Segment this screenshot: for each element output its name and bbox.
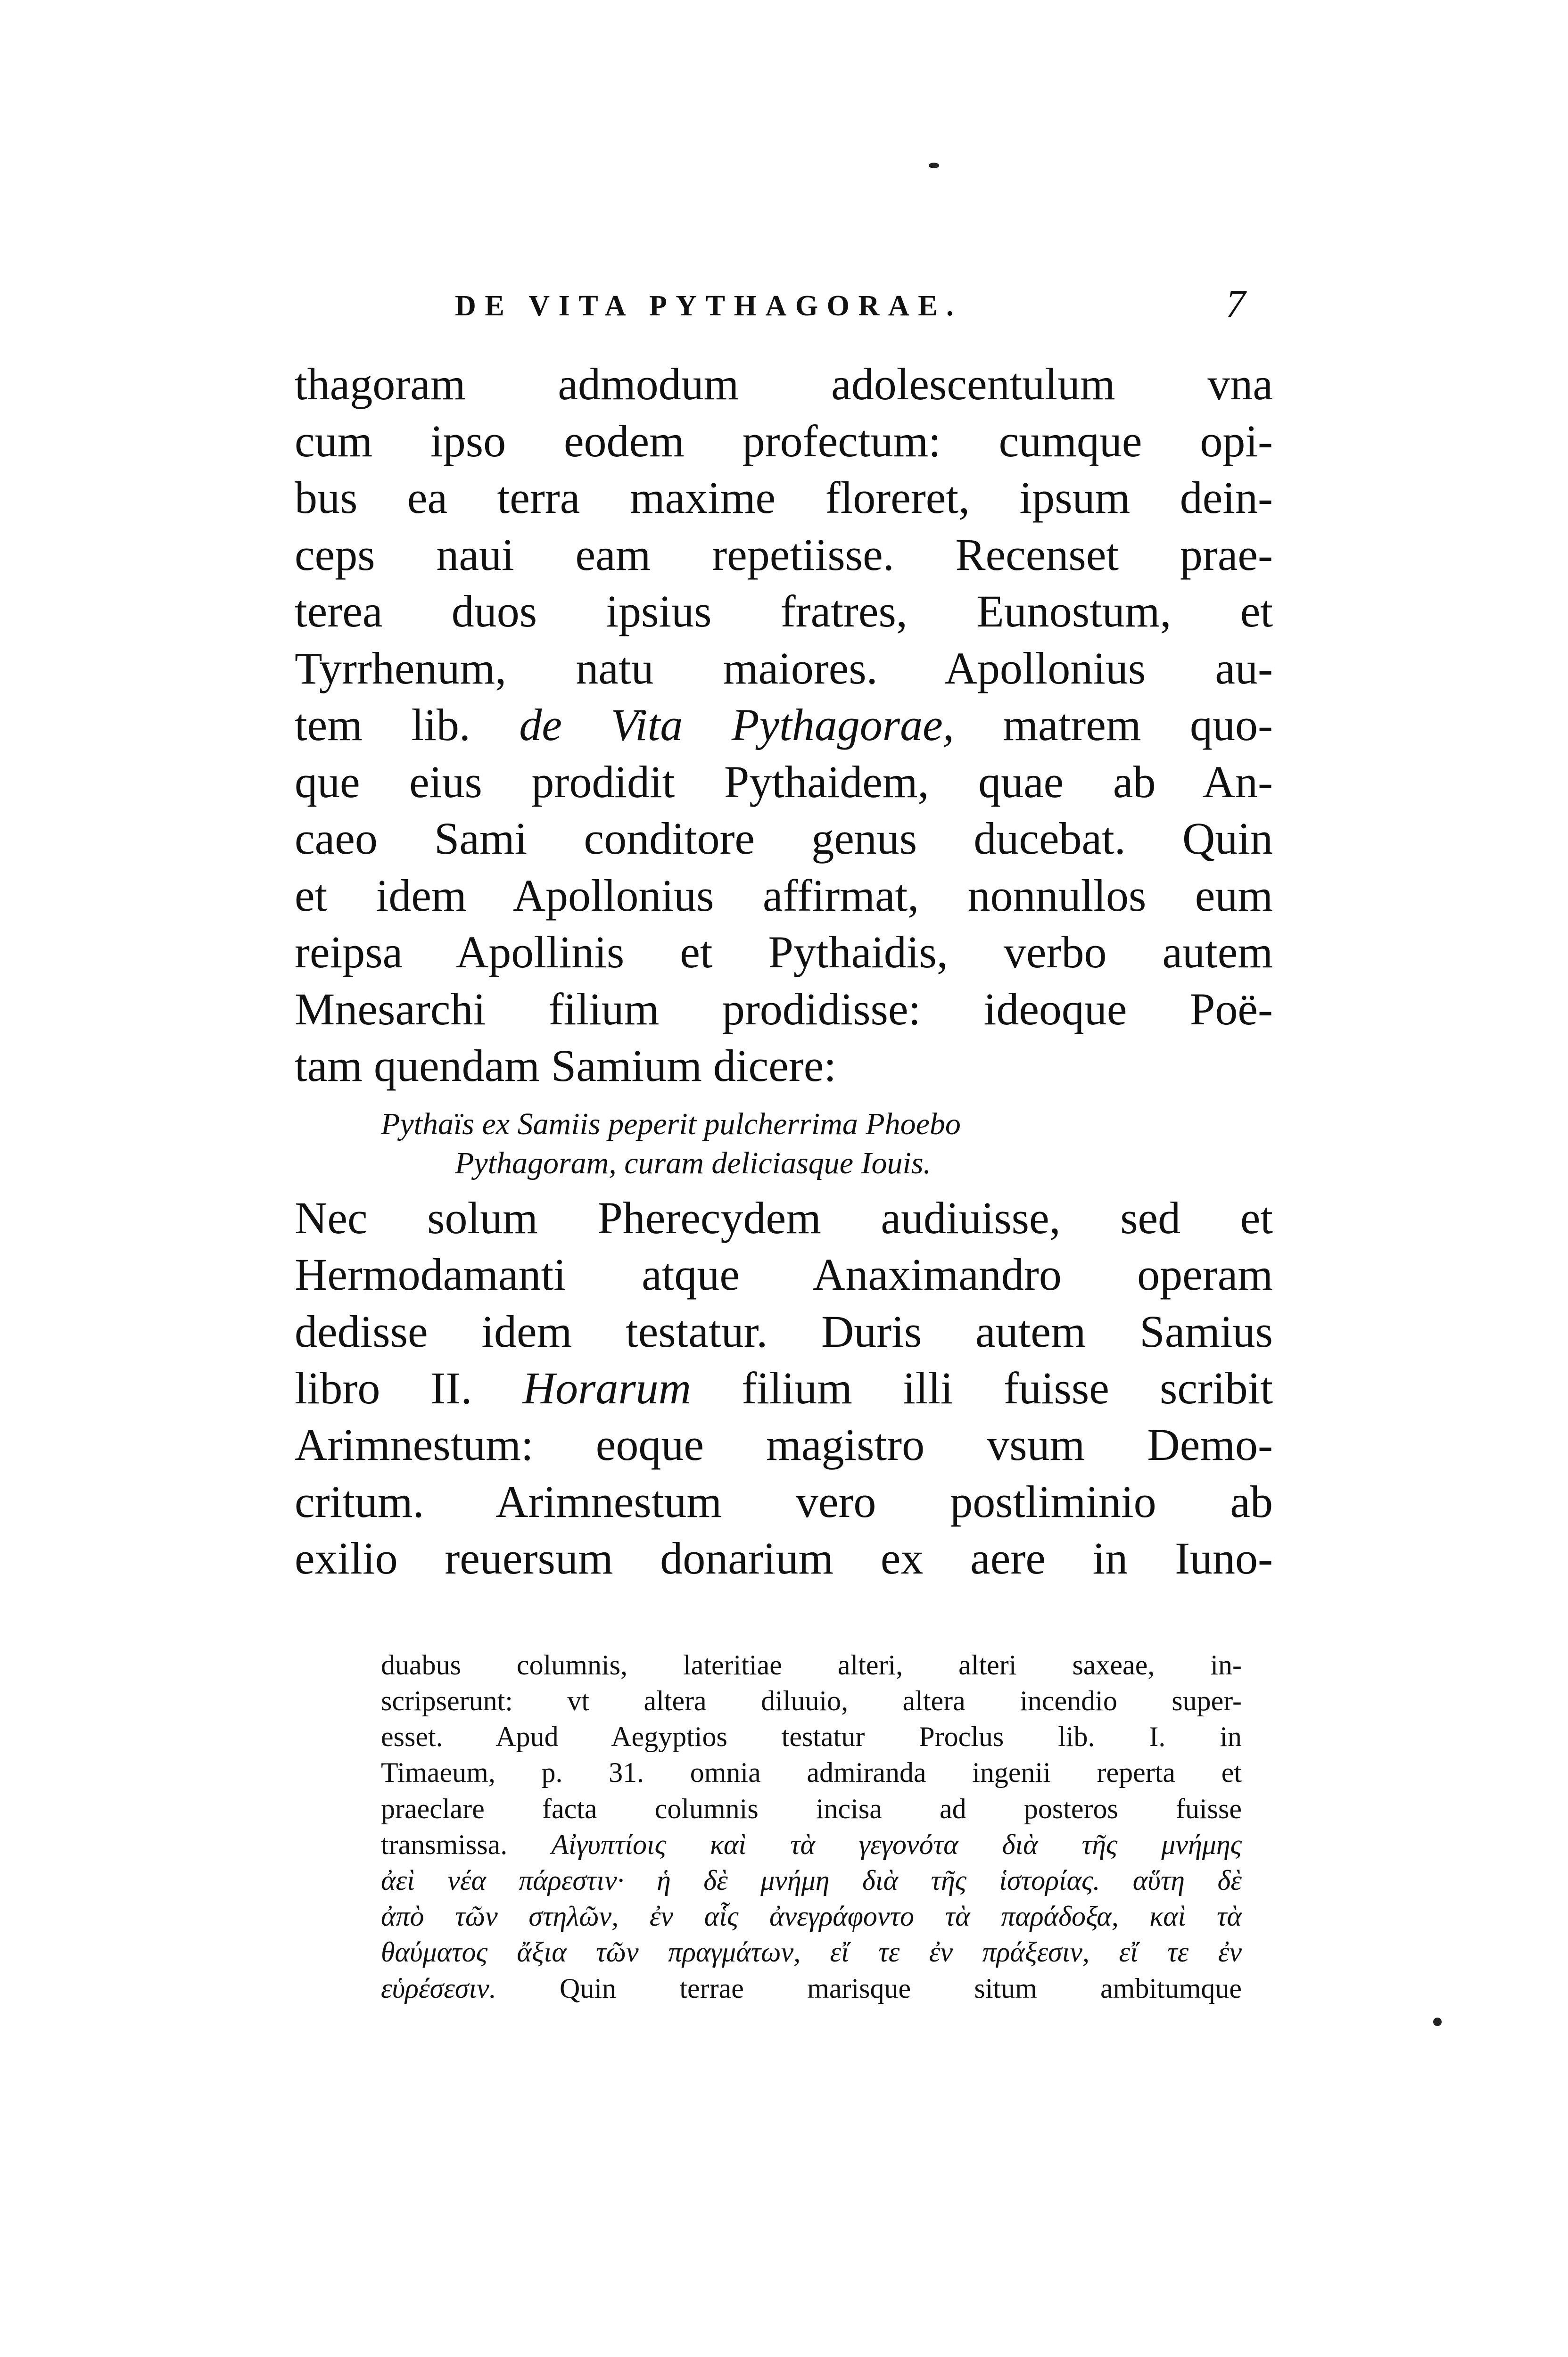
text-line: terea duos ipsius fratres, Eunostum, et bbox=[295, 586, 1273, 636]
text-line: dedisse idem testatur. Duris autem Samius bbox=[295, 1306, 1273, 1357]
running-title: DE VITA PYTHAGORAE. bbox=[455, 290, 963, 322]
footnote-line: duabus columnis, lateritiae alteri, alteri saxeae, in- bbox=[381, 1649, 1242, 1681]
page-number: 7 bbox=[1226, 282, 1246, 326]
verse-line: Pythagoram, curam deliciasque Iouis. bbox=[455, 1146, 932, 1180]
footnote-line bbox=[381, 1934, 1242, 1970]
footnote-line: esset. Apud Aegyptios testatur Proclus lib. I. in bbox=[381, 1721, 1242, 1752]
footnote-line: praeclare facta columnis incisa ad posteros fuisse bbox=[381, 1793, 1242, 1824]
text-roman: tem lib. bbox=[295, 700, 470, 750]
text-roman: Quin terrae marisque situm ambitumque bbox=[560, 1973, 1242, 2004]
text-line: exilio reuersum donarium ex aere in Iuno- bbox=[295, 1533, 1273, 1583]
text-line: bus ea terra maxime floreret, ipsum dein- bbox=[295, 472, 1273, 523]
verse-line: Pythaïs ex Samiis peperit pulcherrima Phoebo bbox=[381, 1107, 961, 1141]
footnote-line bbox=[381, 1970, 1242, 2006]
text-line: critum. Arimnestum vero postliminio ab bbox=[295, 1476, 1273, 1527]
text-line: Arimnestum: eoque magistro vsum Demo- bbox=[295, 1419, 1273, 1470]
text-line: ceps naui eam repetiisse. Recenset prae- bbox=[295, 529, 1273, 580]
text-line: reipsa Apollinis et Pythaidis, verbo autem bbox=[295, 927, 1273, 977]
text-roman: transmissa. bbox=[381, 1829, 508, 1860]
footnote-line bbox=[381, 1898, 1242, 1934]
text-line: cum ipso eodem profectum: cumque opi- bbox=[295, 416, 1273, 466]
text-line: thagoram admodum adolescentulum vna bbox=[295, 359, 1273, 409]
text-line: et idem Apollonius affirmat, nonnullos eum bbox=[295, 870, 1273, 921]
text-line: Nec solum Pherecydem audiuisse, sed et bbox=[295, 1193, 1273, 1243]
greek-text: εὑρέσεσιν. bbox=[381, 1973, 496, 2004]
text-italic: de Vita Pythagorae, bbox=[519, 700, 954, 750]
text-line: que eius prodidit Pythaidem, quae ab An- bbox=[295, 757, 1273, 807]
text-line bbox=[295, 697, 1273, 753]
greek-text: θαύματος ἄξια τῶν πραγμάτων, εἴ τε ἐν πράξεσιν, εἴ τε ἐν bbox=[381, 1937, 1242, 1968]
text-line: Tyrrhenum, natu maiores. Apollonius au- bbox=[295, 643, 1273, 693]
text-roman: matrem quo- bbox=[1003, 700, 1273, 750]
text-line bbox=[295, 1360, 1273, 1417]
text-line: caeo Sami conditore genus ducebat. Quin bbox=[295, 813, 1273, 864]
text-line: Mnesarchi filium prodidisse: ideoque Poë- bbox=[295, 984, 1273, 1034]
ink-speck bbox=[1433, 2018, 1442, 2026]
greek-text: ἀεὶ νέα πάρεστιν· ἡ δὲ μνήμη διὰ τῆς ἱστορίας. αὕτη δὲ bbox=[381, 1865, 1242, 1896]
text-line: Hermodamanti atque Anaximandro operam bbox=[295, 1249, 1273, 1300]
greek-text: Αἰγυπτίοις καὶ τὰ γεγονότα διὰ τῆς μνήμης bbox=[551, 1829, 1242, 1860]
footnote-line bbox=[381, 1827, 1242, 1863]
greek-text: ἀπὸ τῶν στηλῶν, ἐν αἷς ἀνεγράφοντο τὰ παράδοξα, καὶ τὰ bbox=[381, 1901, 1242, 1932]
text-italic: Horarum bbox=[522, 1363, 691, 1413]
text-line: tam quendam Samium dicere: bbox=[295, 1040, 836, 1091]
footnote-line: Timaeum, p. 31. omnia admiranda ingenii reperta et bbox=[381, 1757, 1242, 1788]
text-roman: filium illi fuisse scribit bbox=[742, 1363, 1273, 1413]
ink-speck bbox=[929, 163, 939, 168]
text-roman: libro II. bbox=[295, 1363, 472, 1413]
footnote-line: scripserunt: vt altera diluuio, altera incendio super- bbox=[381, 1685, 1242, 1716]
footnote-line bbox=[381, 1863, 1242, 1898]
